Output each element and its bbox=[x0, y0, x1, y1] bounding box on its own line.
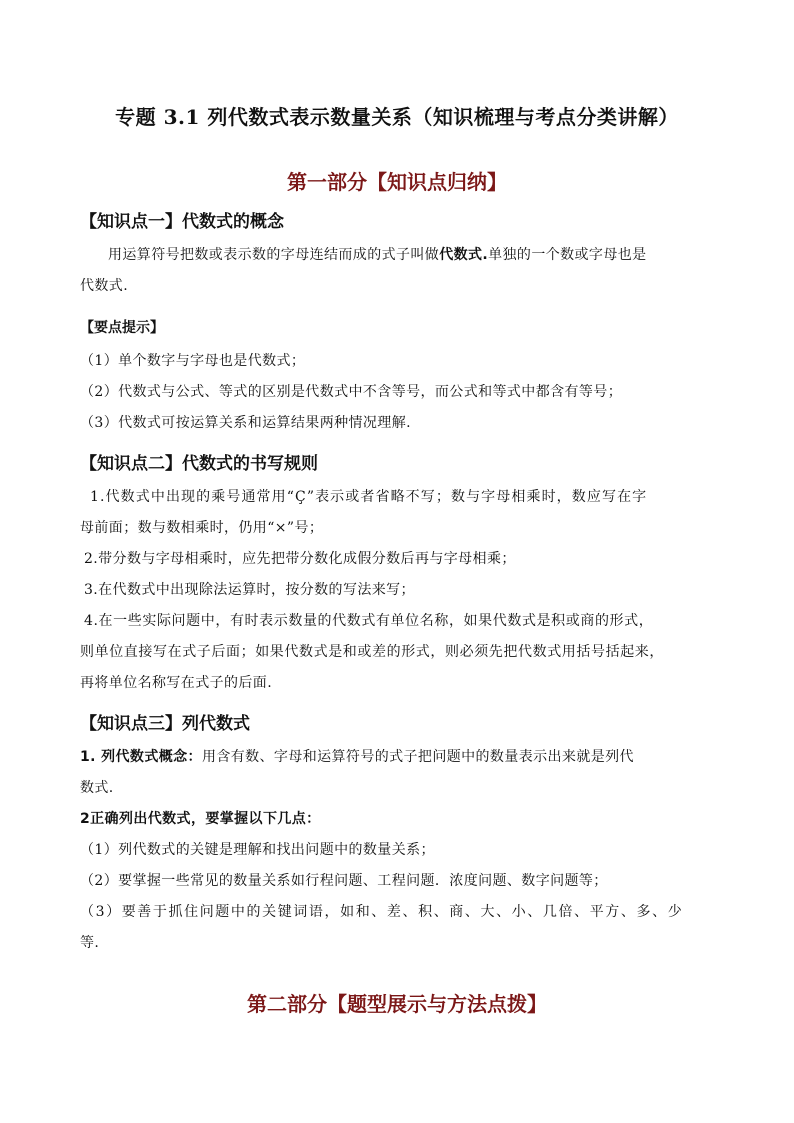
kp3-definition-line: 1. 列代数式概念：用含有数、字母和运算符号的式子把问题中的数量表示出来就是列代 bbox=[80, 749, 634, 765]
tip-item: （1）单个数字与字母也是代数式； bbox=[80, 353, 306, 369]
kp2-rule-line: 母前面；数与数相乘时，仍用“×”号； bbox=[80, 520, 324, 536]
kp3-subheading: 2正确列出代数式，要掌握以下几点： bbox=[80, 811, 321, 827]
kp3-point: （3）要善于抓住问题中的关键词语，如和、差、积、商、大、小、几倍、平方、多、少 bbox=[80, 904, 684, 920]
kp2-rule-line: 3.在代数式中出现除法运算时，按分数的写法来写； bbox=[84, 582, 415, 598]
kp1-paragraph-line-2: 代数式. bbox=[80, 278, 129, 294]
knowledge-point-three-heading: 【知识点三】列代数式 bbox=[80, 714, 250, 734]
kp2-rule-line: 再将单位名称写在式子的后面. bbox=[80, 675, 273, 691]
kp2-rule-line: 则单位直接写在式子后面；如果代数式是和或差的形式，则必须先把代数式用括号括起来， bbox=[80, 644, 664, 660]
kp3-definition-line-2: 数式. bbox=[80, 780, 114, 796]
part-two-heading: 第二部分【题型展示与方法点拨】 bbox=[247, 992, 547, 1016]
document-title: 专题 3.1 列代数式表示数量关系（知识梳理与考点分类讲解） bbox=[115, 105, 679, 129]
kp2-rule-line: 4.在一些实际问题中，有时表示数量的代数式有单位名称，如果代数式是积或商的形式， bbox=[84, 613, 654, 629]
knowledge-point-two-heading: 【知识点二】代数式的书写规则 bbox=[80, 454, 318, 474]
tip-item: （3）代数式可按运算关系和运算结果两种情况理解. bbox=[80, 415, 411, 431]
tip-item: （2）代数式与公式、等式的区别是代数式中不含等号，而公式和等式中都含有等号； bbox=[80, 384, 623, 400]
part-one-heading: 第一部分【知识点归纳】 bbox=[287, 170, 507, 194]
knowledge-point-one-heading: 【知识点一】代数式的概念 bbox=[80, 212, 284, 232]
kp3-point: 等. bbox=[80, 935, 100, 951]
kp3-point: （1）列代数式的关键是理解和找出问题中的数量关系； bbox=[80, 842, 435, 858]
kp1-paragraph-line-1: 用运算符号把数或表示数的字母连结而成的式子叫做代数式.单独的一个数或字母也是 bbox=[108, 247, 647, 263]
kp2-rule-line: 1.代数式中出现的乘号通常用“Ç”表示或者省略不写；数与字母相乘时，数应写在字 bbox=[90, 489, 648, 505]
kp2-rule-line: 2.带分数与字母相乘时，应先把带分数化成假分数后再与字母相乘； bbox=[84, 551, 516, 567]
kp3-point: （2）要掌握一些常见的数量关系如行程问题、工程问题．浓度问题、数字问题等； bbox=[80, 873, 608, 889]
tips-heading: 【要点提示】 bbox=[80, 320, 164, 336]
